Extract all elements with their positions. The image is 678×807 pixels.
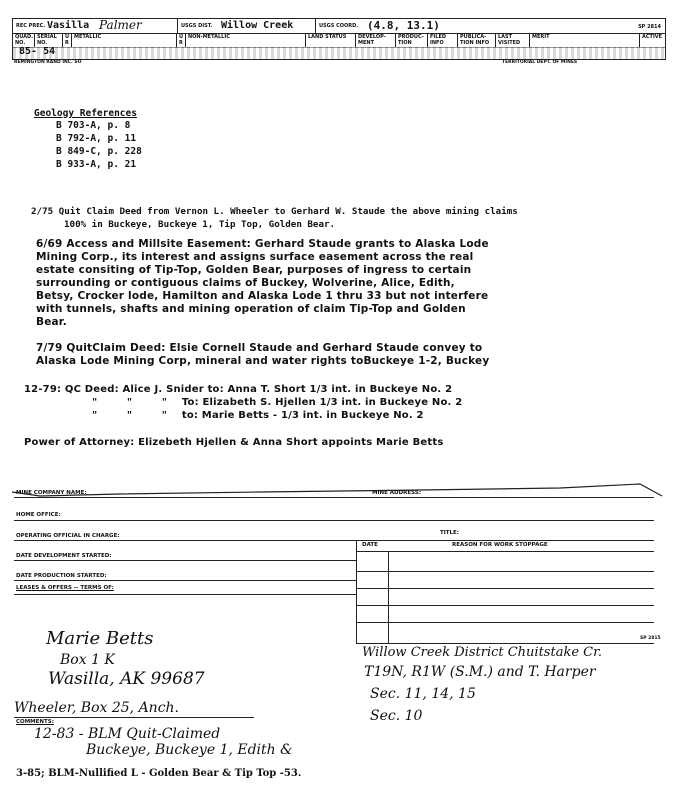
printer-imprint: REMINGTON RAND INC. SO — [14, 60, 82, 65]
usgs-dist-value: Willow Creek — [221, 20, 294, 31]
form-number-2: SP 2815 — [640, 636, 661, 641]
home-office-label: HOME OFFICE: — [16, 512, 61, 518]
handwritten-section-10: Sec. 10 — [370, 708, 423, 724]
reason-column-header: REASON FOR WORK STOPPAGE — [452, 542, 548, 548]
entry-easement-line: estate consiting of Tip-Top, Golden Bear, purposes of ingress to certain — [36, 264, 472, 276]
col-ur2: U R — [177, 33, 186, 47]
comments-label: COMMENTS: — [16, 719, 54, 725]
entry-easement-line: 6/69 Access and Millsite Easement: Gerhard Staude grants to Alaska Lode — [36, 238, 489, 250]
usgs-coord-label: USGS COORD. — [319, 23, 359, 29]
handwritten-township: T19N, R1W (S.M.) and T. Harper — [364, 664, 596, 680]
entry-qc-deed-line3: " " " to: Marie Betts - 1/3 int. in Buckeye No. 2 — [92, 410, 424, 421]
usgs-dist-label: USGS DIST. — [181, 23, 213, 29]
rec-prec-label: REC PREC. — [16, 23, 46, 29]
date-column-header: DATE — [362, 542, 378, 548]
entry-easement-line: Betsy, Crocker lode, Hamilton and Alaska Lode 1 thru 33 but not interfere — [36, 290, 489, 302]
col-land-status: LAND STATUS — [306, 33, 356, 47]
geology-ref: B 792-A, p. 11 — [56, 133, 137, 144]
col-production: PRODUC-TION — [396, 33, 428, 47]
usgs-coord-value: (4.8, 13.1) — [367, 19, 440, 32]
entry-quitclaim-1975-line2: 100% in Buckeye, Buckeye 1, Tip Top, Golden Bear. — [64, 219, 336, 230]
col-development: DEVELOP-MENT — [356, 33, 396, 47]
leases-label: LEASES & OFFERS -- TERMS OF: — [16, 585, 114, 591]
torn-edge-line — [0, 470, 678, 500]
col-metallic: METALLIC — [72, 33, 177, 47]
col-quad: QUAD. NO. — [15, 34, 34, 46]
entry-easement-line: Mining Corp., its interest and assigns surface easement across the real — [36, 251, 474, 263]
rec-prec-handwritten: Palmer — [99, 18, 142, 32]
handwritten-district: Willow Creek District Chuitstake Cr. — [362, 645, 603, 660]
geology-heading: Geology References — [34, 108, 137, 119]
geology-ref: B 849-C, p. 228 — [56, 146, 142, 157]
col-ur1: U R — [63, 33, 72, 47]
entry-qc-deed-line2: " " " To: Elizabeth S. Hjellen 1/3 int. in Buckeye No. 2 — [92, 397, 463, 408]
handwritten-city: Wasilla, AK 99687 — [48, 669, 205, 689]
col-last-visited: LAST VISITED — [496, 33, 530, 47]
geology-ref: B 933-A, p. 21 — [56, 159, 137, 170]
handwritten-box: Box 1 K — [60, 652, 115, 668]
operating-official-label: OPERATING OFFICIAL IN CHARGE: — [16, 533, 120, 539]
quad-value: 85- 54 — [19, 46, 56, 57]
col-nonmetallic: NON-METALLIC — [186, 33, 306, 47]
entry-quitclaim-1975-line1: 2/75 Quit Claim Deed from Vernon L. Wheeler to Gerhard W. Staude the above mining claims — [31, 206, 518, 217]
mine-company-label: MINE COMPANY NAME: — [16, 490, 87, 496]
title-label: TITLE: — [440, 530, 460, 536]
col-merit: MERIT — [530, 33, 640, 47]
comment-line-1: 12-83 - BLM Quit-Claimed — [34, 726, 221, 742]
entry-easement-line: with tunnels, shafts and mining operation of claim Tip-Top and Golden — [36, 303, 466, 315]
col-serial: SERIAL NO. — [35, 33, 63, 47]
comment-line-2: Buckeye, Buckeye 1, Edith & — [86, 742, 293, 758]
handwritten-wheeler: Wheeler, Box 25, Anch. — [14, 700, 180, 716]
entry-quitclaim-1979-line: Alaska Lode Mining Corp, mineral and water rights toBuckeye 1-2, Buckey — [36, 355, 490, 367]
col-filed-info: FILED INFO — [428, 33, 458, 47]
dept-imprint: TERRITORIAL DEPT. OF MINES — [502, 60, 578, 65]
header-row-top — [13, 19, 665, 34]
rec-prec-value: Vasilla — [47, 20, 90, 31]
header-grid — [12, 18, 666, 60]
date-production-label: DATE PRODUCTION STARTED: — [16, 573, 107, 579]
col-active: ACTIVE — [642, 34, 663, 40]
entry-quitclaim-1979-line: 7/79 QuitClaim Deed: Elsie Cornell Staude and Gerhard Staude convey to — [36, 342, 483, 354]
entry-easement-line: surrounding or contiguous claims of Buckey, Wolverine, Alice, Edith, — [36, 277, 455, 289]
geology-ref: B 703-A, p. 8 — [56, 120, 131, 131]
form-number: SP 2814 — [638, 24, 661, 30]
entry-qc-deed-line1: 12-79: QC Deed: Alice J. Snider to: Anna T. Short 1/3 int. in Buckeye No. 2 — [24, 384, 453, 395]
date-development-label: DATE DEVELOPMENT STARTED: — [16, 553, 112, 559]
col-publication: PUBLICA-TION INFO — [458, 33, 496, 47]
handwritten-name: Marie Betts — [46, 628, 154, 649]
header-row-values — [13, 47, 665, 59]
header-row-columns — [13, 33, 665, 48]
mine-address-label: MINE ADDRESS: — [372, 490, 422, 496]
handwritten-sections: Sec. 11, 14, 15 — [370, 686, 476, 702]
entry-power-of-attorney: Power of Attorney: Elizebeth Hjellen & Anna Short appoints Marie Betts — [24, 437, 444, 448]
comment-line-3: 3-85; BLM-Nullified L - Golden Bear & Tip Top -53. — [16, 768, 302, 779]
entry-easement-line: Bear. — [36, 316, 67, 328]
